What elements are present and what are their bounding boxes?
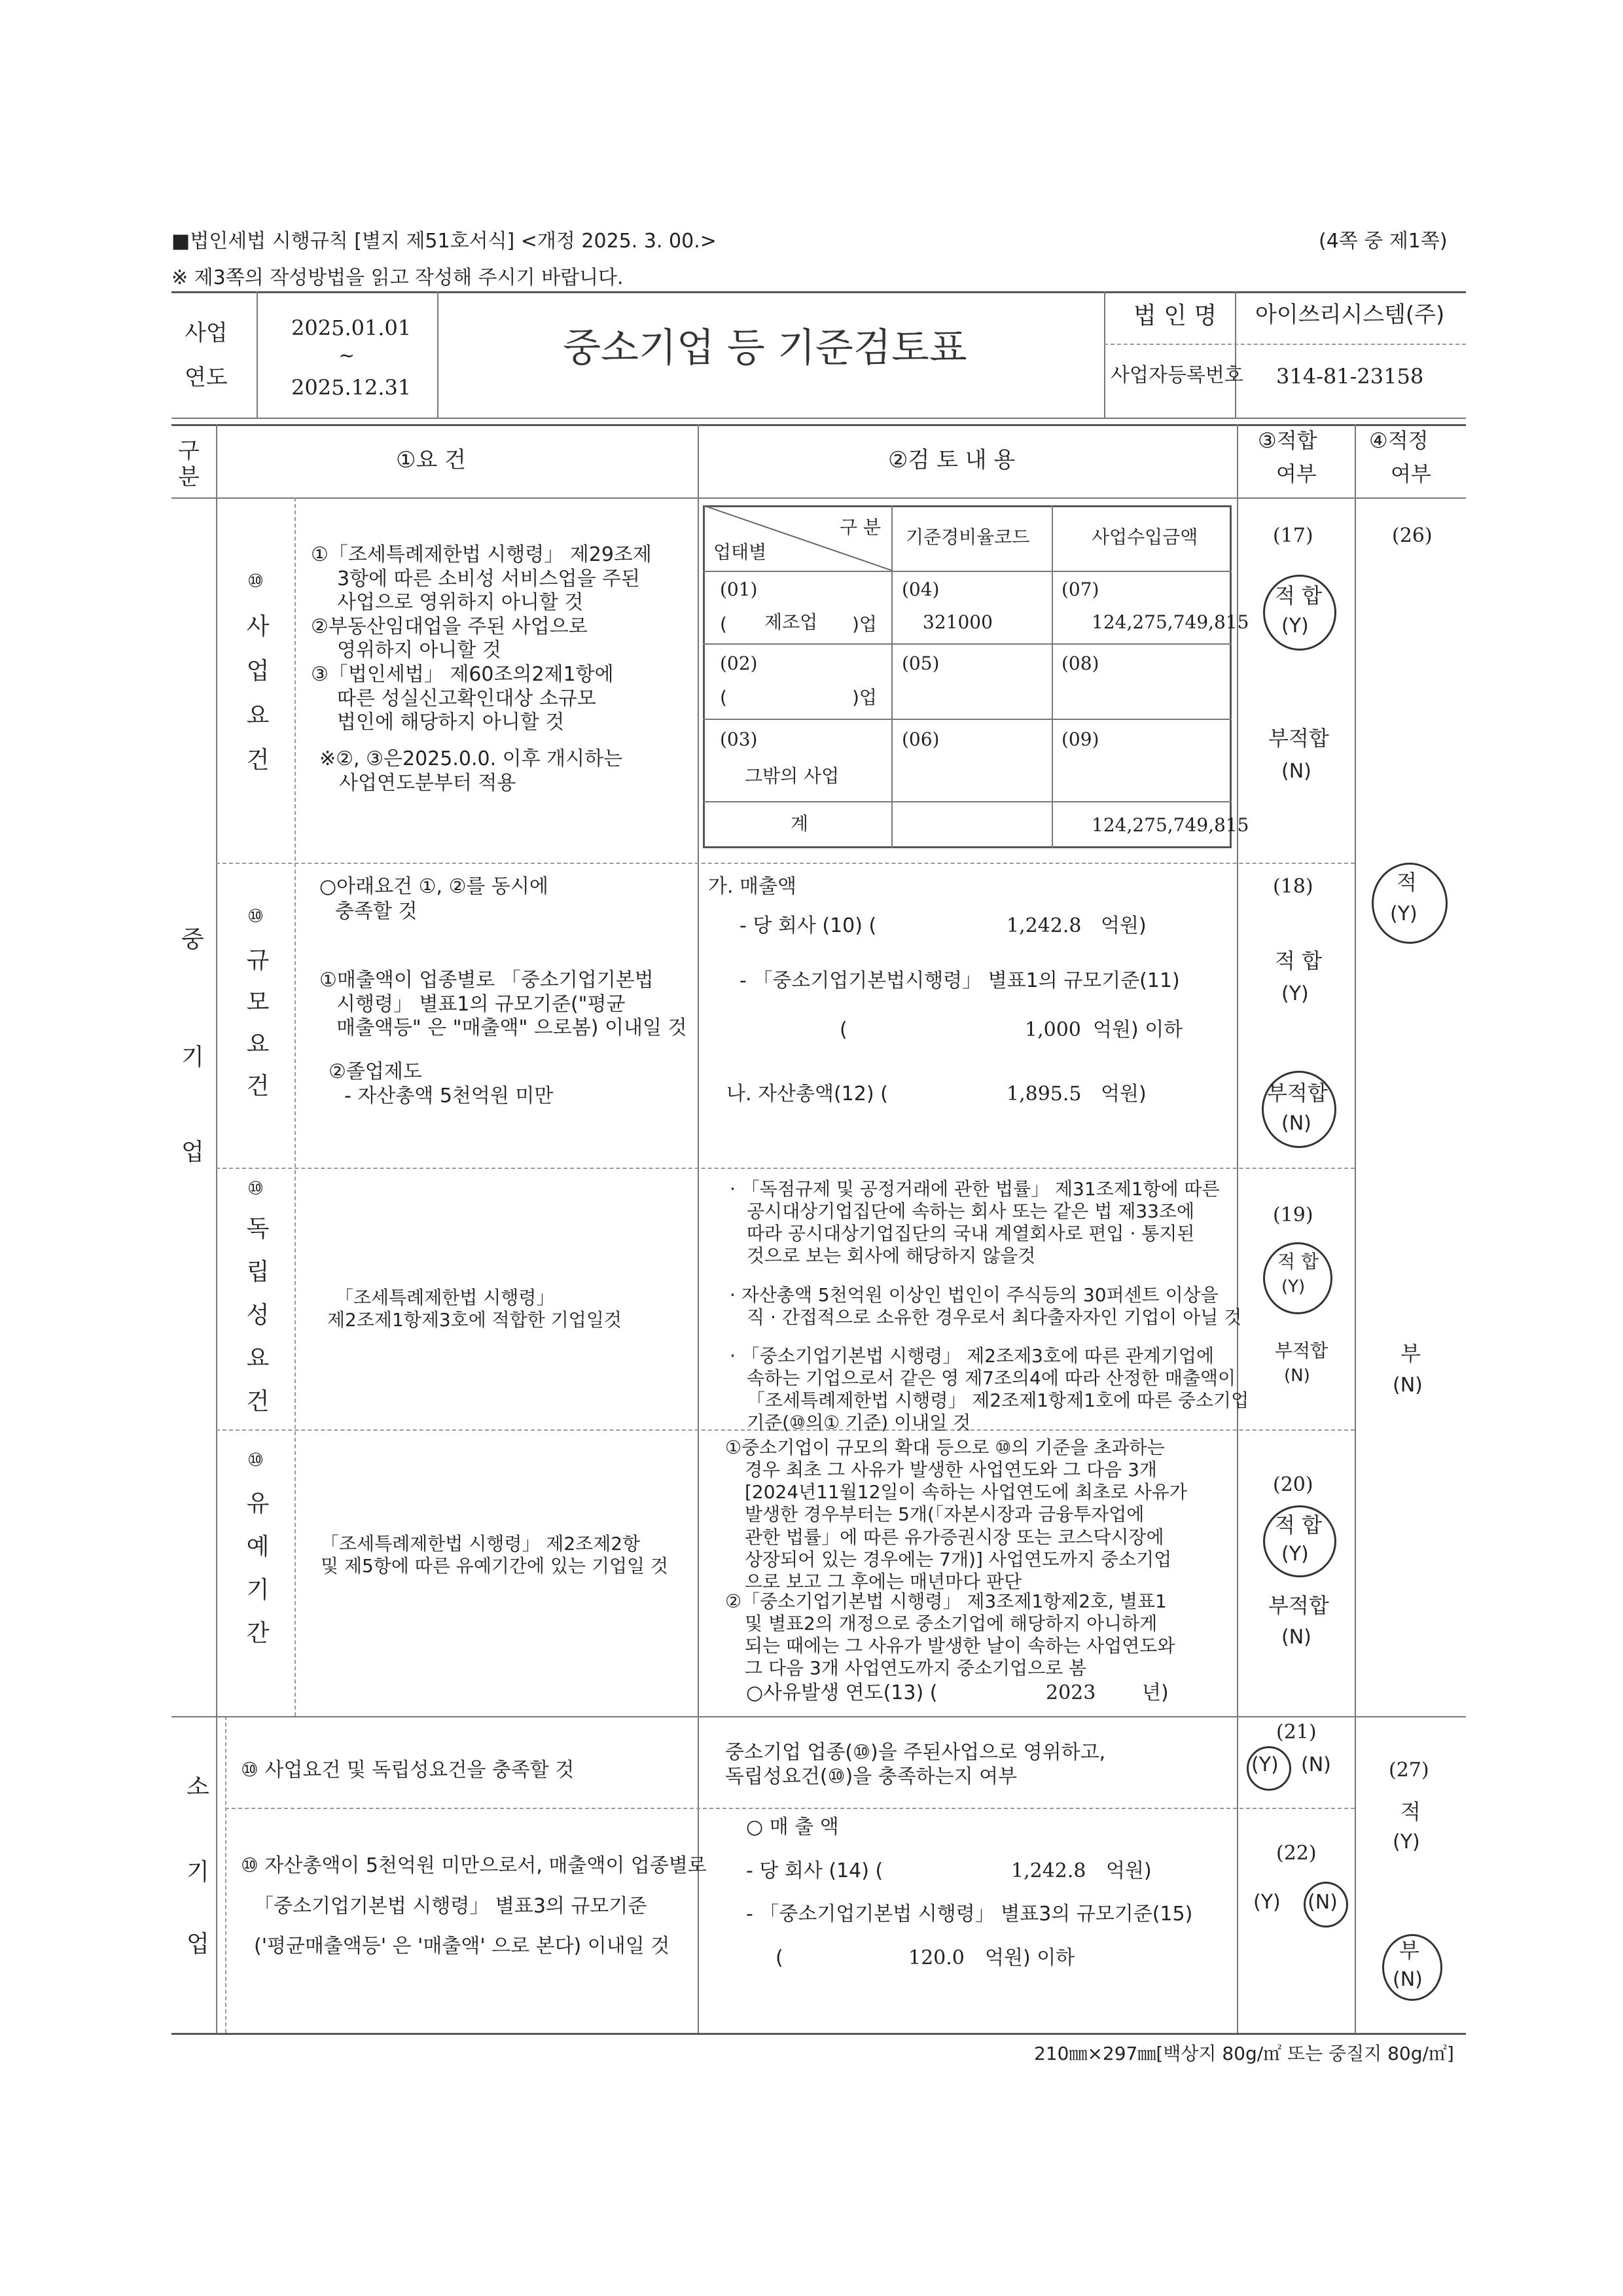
r2-paren-open: ( [720,687,727,708]
row104-year-label: ○사유발생 연도(13) ( [746,1681,938,1704]
row103-review-3: · 「중소기업기본법 시행령」 제2조제3호에 따른 관계기업에 속하는 기업으로서 같은 영 제7조의4에 따라 산정한 매출액이 「조세특례제한법 시행령」 제2조제1항제1호에 따른 중소기업 기준(⑩의① 기준) 이내일 것 [730,1345,1249,1434]
row102-na: 나. 자산총액(12) ( [726,1083,888,1105]
row102-fit-yes: 적 합 [1275,948,1322,973]
small-fitness-yes-y: (Y) [1393,1831,1420,1854]
row106-std-unit: 억원) 이하 [985,1946,1075,1969]
small-group-label-3: 업 [187,1931,209,1958]
r1-business-type: 제조업 [764,611,818,633]
row101-fitness-number: (26) [1392,524,1433,547]
row102-intro-2: 충족할 것 [335,900,418,923]
sme-group-label-3: 업 [181,1139,204,1166]
row102-fitness-yes: 적 [1397,870,1417,895]
period-label-1: 사업 [185,320,228,346]
period-label-2: 연도 [185,365,228,391]
requirement-header: ①요 건 [396,447,466,473]
r1-no: (01) [720,579,758,600]
row106-own: - 당 회사 (14) ( [746,1859,883,1882]
row101-fit-yes: 적 합 [1275,583,1322,608]
row102-fit-yes-y: (Y) [1281,982,1309,1005]
row101-fit-yes-y: (Y) [1281,615,1309,637]
r1-code: 321000 [923,611,993,633]
row101-fit-no-label: 부적합 [1268,726,1329,751]
r1-paren-open: ( [720,613,727,635]
row102-own-value: 1,242.8 [1007,914,1082,937]
row104-review-1: ①중소기업이 규모의 확대 등으로 ⑩의 기준을 초과하는 경우 최초 그 사유가 발생한 사업연도와 그 다음 3개 [2024년11월12일이 속하는 사업연도에 최초로 사유가 발생한 경우부터는 5개(「자본시장과 금융투자업에 관한 법률」에 따른 유가증권시장 또는 코스닥시장에 상장되어 있는 경우에는 7개)] 사업연도까지 중소기업 으로 보고 그 후에는 매년마다 판단 [725,1437,1187,1592]
table-col-code: 기준경비율코드 [906,526,1030,548]
row102-label: 규 모 요 건 [246,947,270,1100]
row103-review-2: · 자산총액 5천억원 이상인 법인이 주식등의 30퍼센트 이상을 직 · 간접적으로 소유한 경우로서 최다출자자인 기업이 아닐 것 [730,1284,1242,1329]
review-header: ②검 토 내 용 [888,447,1016,473]
row103-fit-number: (19) [1273,1204,1313,1227]
r3-no: (03) [720,728,758,750]
row105-review: 중소기업 업종(⑩)을 주된사업으로 영위하고, 독립성요건(⑩)을 충족하는지 여부 [725,1741,1106,1788]
row102-requirement-1: ①매출액이 업종별로 「중소기업기본법 시행령」 별표1의 규모기준("평균 매출액등" 은 "매출액" 으로봄) 이내일 것 [319,969,687,1040]
row102-fit-no-label: 부적합 [1267,1081,1328,1105]
row104-fit-yes: 적 합 [1275,1513,1322,1537]
sme-group-label-1: 중 [181,926,204,953]
biz-no: 314-81-23158 [1276,364,1424,389]
row106-requirement: ⑩ 자산총액이 5천억원 미만으로서, 매출액이 업종별로 「중소기업기본법 시행령」 별표3의 규모기준 ('평균매출액등' 은 '매출액' 으로 본다) 이내일 것 [241,1854,707,1958]
row102-fit-no-n: (N) [1281,1112,1311,1135]
row102-fit-number: (18) [1273,875,1313,898]
r1-amount-no: (07) [1061,579,1099,600]
row104-circle-number: ⑩ [247,1449,264,1471]
row103-fit-no-label: 부적합 [1275,1340,1329,1361]
row105-fit-number: (21) [1276,1721,1317,1744]
row103-circle-number: ⑩ [247,1177,264,1199]
r1-amount: 124,275,749,815 [1092,611,1249,633]
category-header-2: 분 [178,464,200,490]
row101-label: 사 업 요 건 [246,613,270,774]
r2-paren-close: )업 [852,687,877,708]
row102-fitness-yes-y: (Y) [1390,903,1418,925]
row105-fit-y: (Y) [1251,1753,1279,1776]
row101-circle-number: ⑩ [247,570,264,592]
row103-fitness-no: 부 [1400,1341,1421,1366]
row102-own: - 당 회사 (10) ( [740,914,877,937]
row106-fit-n: (N) [1308,1891,1338,1914]
row102-circle-number: ⑩ [247,905,264,927]
row106-own-unit: 억원) [1106,1859,1152,1882]
r2-amount-no: (08) [1061,653,1099,674]
row106-standard: - 「중소기업기본법 시행령」 별표3의 규모기준(15) [746,1903,1193,1926]
period-tilde: ~ [338,344,355,367]
row105-requirement: ⑩ 사업요건 및 독립성요건을 충족할 것 [241,1759,575,1782]
row102-na-value: 1,895.5 [1007,1083,1082,1105]
row104-fit-no-n: (N) [1281,1626,1311,1649]
total-amount: 124,275,749,815 [1092,814,1249,836]
fit-header-1: ③적합 [1258,428,1317,453]
row101-requirement-note: ※②, ③은2025.0.0. 이후 개시하는 사업연도분부터 적용 [319,747,623,795]
biz-no-label: 사업자등록번호 [1111,364,1243,387]
row103-fit-no-n: (N) [1284,1366,1310,1386]
row104-year: 2023 [1046,1681,1096,1704]
row106-review-title: ○ 매 출 액 [746,1816,839,1839]
r3-code-no: (06) [902,728,940,750]
row102-standard: - 「중소기업기본법시행령」 별표1의 규모기준(11) [740,969,1180,992]
row101-fit-no-n: (N) [1281,760,1311,783]
small-fitness-no: 부 [1399,1938,1419,1963]
row103-fit-yes: 적 합 [1277,1251,1319,1272]
total-label: 계 [791,813,809,834]
category-header-1: 구 [178,438,200,464]
row106-fit-y: (Y) [1253,1891,1281,1914]
row102-std-open: ( [840,1018,847,1041]
row104-fit-no-label: 부적합 [1268,1593,1329,1618]
fit-header-2: 여부 [1276,461,1317,486]
r1-paren-close: )업 [852,613,877,635]
fitness-header-1: ④적정 [1369,428,1429,453]
form-reference: ■법인세법 시행규칙 [별지 제51호서식] <개정 2025. 3. 00.> [171,230,717,253]
r3-business-type: 그밖의 사업 [745,765,840,787]
small-group-label-2: 기 [187,1859,209,1886]
row102-std-unit: 억원) 이하 [1093,1018,1183,1041]
row102-own-unit: 억원) [1101,914,1147,937]
row102-requirement-2: ②졸업제도 - 자산총액 5천억원 미만 [329,1060,554,1107]
row102-ga: 가. 매출액 [708,875,796,898]
small-group-label-1: 소 [187,1774,209,1801]
period-start: 2025.01.01 [291,315,412,340]
row106-std-open: ( [776,1946,783,1969]
row106-fit-number: (22) [1276,1842,1317,1865]
instruction-note: ※ 제3쪽의 작성방법을 읽고 작성해 주시기 바랍니다. [171,266,624,289]
table-diag-bottom: 업태별 [713,541,767,563]
small-fitness-yes: 적 [1400,1799,1421,1824]
fitness-header-2: 여부 [1391,461,1431,486]
row106-own-value: 1,242.8 [1011,1859,1086,1882]
row104-fit-yes-y: (Y) [1281,1543,1309,1566]
small-fitness-no-n: (N) [1393,1968,1423,1991]
row103-fit-yes-y: (Y) [1281,1277,1306,1297]
row106-std-value: 120.0 [908,1946,965,1969]
r1-code-no: (04) [902,579,940,600]
r2-code-no: (05) [902,653,940,674]
row102-std-value: 1,000 [1025,1018,1081,1041]
corp-name: 아이쓰리시스템(주) [1255,302,1445,328]
row105-fit-n: (N) [1301,1753,1331,1776]
row103-requirement: 「조세특례제한법 시행령」 제2조제1항제3호에 적합한 기업일것 [327,1287,622,1331]
r3-amount-no: (09) [1061,728,1099,750]
row104-requirement: 「조세특례제한법 시행령」 제2조제2항 및 제5항에 따른 유예기간에 있는 기업일 것 [321,1533,669,1577]
row104-year-unit: 년) [1142,1681,1169,1704]
table-diag-top: 구 분 [840,516,881,538]
small-fitness-number: (27) [1389,1759,1429,1782]
table-col-amount: 사업수입금액 [1092,526,1198,548]
row104-label: 유 예 기 간 [246,1490,270,1647]
document-title: 중소기업 등 기준검토표 [563,325,967,371]
page-info: (4쪽 중 제1쪽) [1319,230,1448,253]
period-end: 2025.12.31 [291,375,412,400]
row104-review-2: ②「중소기업기본법 시행령」 제3조제1항제2호, 별표1 및 별표2의 개정으로 중소기업에 해당하지 아니하게 되는 때에는 그 사유가 발생한 날이 속하는 사업연도와 그 다음 3개 사업연도까지 중소기업으로 봄 [725,1590,1175,1679]
row102-intro-1: ○아래요건 ①, ②를 동시에 [319,875,548,898]
row101-requirement: ①「조세특례제한법 시행령」 제29조제 3항에 따른 소비성 서비스업을 주된 사업으로 영위하지 아니할 것 ②부동산임대업을 주된 사업으로 영위하지 아니할 것 ③「법인세법」 제60조의2제1항에 따른 성실신고확인대상 소규모 법인에 해당하지 아니할 것 [311,543,652,734]
row101-fit-number: (17) [1273,524,1313,547]
row103-review-1: · 「독점규제 및 공정거래에 관한 법률」 제31조제1항에 따른 공시대상기업집단에 속하는 회사 또는 같은 법 제33조에 따라 공시대상기업집단의 국내 계열회사로 편입 · 통지된 것으로 보는 회사에 해당하지 않을것 [730,1178,1220,1267]
r2-no: (02) [720,653,758,674]
row103-fitness-no-n: (N) [1393,1374,1423,1397]
corp-name-label: 법 인 명 [1133,302,1217,329]
row102-na-unit: 억원) [1101,1083,1147,1105]
row103-label: 독 립 성 요 건 [246,1215,270,1415]
sme-group-label-2: 기 [181,1044,204,1071]
paper-spec: 210㎜×297㎜[백상지 80g/㎡ 또는 중질지 80g/㎡] [1034,2043,1454,2064]
row104-fit-number: (20) [1273,1473,1313,1496]
